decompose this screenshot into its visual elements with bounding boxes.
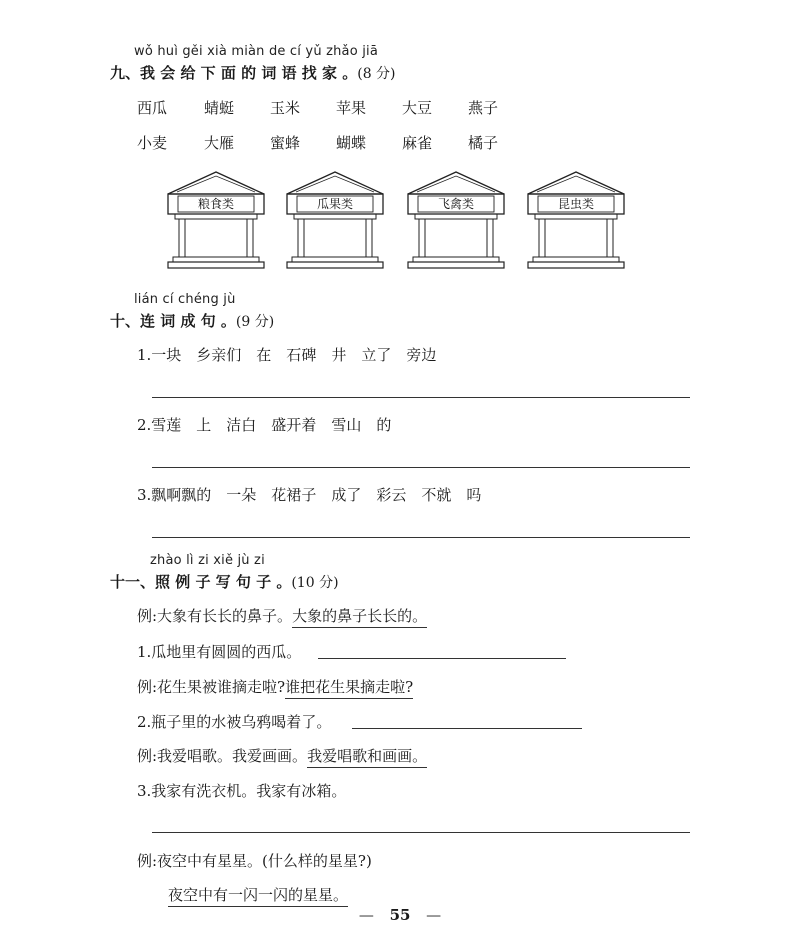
house-icon	[405, 170, 507, 272]
house-label: 瓜果类	[316, 197, 353, 211]
word-item: 蜜蜂	[270, 134, 301, 152]
answer-line-q1[interactable]	[318, 658, 566, 659]
example-3	[137, 745, 427, 766]
word-item: 蝴蝶	[336, 134, 367, 152]
section11-title	[110, 571, 339, 592]
section9-points: (8 分)	[357, 66, 396, 82]
sentence-item-1: 1.一块 乡亲们 在 石碑 井 立了 旁边	[137, 346, 437, 364]
answer-line-1[interactable]	[152, 397, 690, 398]
section10-points: (9 分)	[235, 314, 275, 330]
example-4-prefix: 例:夜空中有星星。(什么样的星星?)	[137, 852, 372, 870]
section11-pinyin: zhào lì zi xiě jù zi	[150, 553, 265, 568]
example-1-prefix: 例:大象有长长的鼻子。	[137, 607, 293, 625]
house-icon	[284, 170, 386, 272]
section9-pinyin: wǒ huì gěi xià miàn de cí yǔ zhǎo jiā	[134, 44, 378, 59]
question-1: 1.瓜地里有圆圆的西瓜。	[137, 643, 302, 661]
example-3-prefix: 例:我爱唱歌。我爱画画。	[137, 747, 308, 765]
example-2-prefix: 例:花生果被谁摘走啦?	[137, 678, 286, 696]
example-2	[137, 676, 413, 697]
word-item: 蜻蜓	[204, 99, 235, 117]
word-item: 燕子	[468, 99, 499, 117]
section9-title-text: 九、我 会 给 下 面 的 词 语 找 家 。	[110, 64, 358, 82]
word-item: 西瓜	[137, 99, 168, 117]
house-birds	[405, 170, 507, 272]
word-item: 大豆	[402, 99, 433, 117]
page-footer	[0, 906, 800, 924]
example-4-answer-wrap	[168, 884, 348, 905]
sentence-item-3: 3.飘啊飘的 一朵 花裙子 成了 彩云 不就 吗	[137, 486, 482, 504]
word-item: 麻雀	[402, 134, 433, 152]
question-2: 2.瓶子里的水被乌鸦喝着了。	[137, 713, 332, 731]
section9-title	[110, 62, 396, 83]
answer-line-2[interactable]	[152, 467, 690, 468]
section10-title	[110, 310, 274, 331]
word-item: 大雁	[204, 134, 235, 152]
house-icon	[525, 170, 627, 272]
page-number: 55	[389, 906, 411, 924]
example-4-answer: 夜空中有一闪一闪的星星。	[168, 886, 348, 907]
answer-line-3[interactable]	[152, 537, 690, 538]
house-fruit	[284, 170, 386, 272]
example-1	[137, 605, 427, 626]
section11-points: (10 分)	[291, 575, 339, 591]
example-3-answer: 我爱唱歌和画画。	[307, 747, 427, 768]
section11-title-text: 十一、照 例 子 写 句 子 。	[110, 573, 292, 591]
house-label: 昆虫类	[557, 197, 594, 211]
house-insects	[525, 170, 627, 272]
answer-line-q3[interactable]	[152, 832, 690, 833]
house-grain	[165, 170, 267, 272]
word-item: 橘子	[468, 134, 499, 152]
house-icon	[165, 170, 267, 272]
section10-title-text: 十、连 词 成 句 。	[110, 312, 236, 330]
footer-dash-left: —	[358, 906, 374, 924]
house-label: 粮食类	[197, 197, 234, 211]
example-1-answer: 大象的鼻子长长的。	[292, 607, 427, 628]
word-item: 玉米	[270, 99, 301, 117]
answer-line-q2[interactable]	[352, 728, 582, 729]
footer-dash-right: —	[426, 906, 442, 924]
house-label: 飞禽类	[437, 197, 474, 211]
example-2-answer: 谁把花生果摘走啦?	[285, 678, 413, 699]
word-item: 苹果	[336, 99, 367, 117]
word-item: 小麦	[137, 134, 168, 152]
section10-pinyin: lián cí chéng jù	[134, 292, 236, 307]
question-3: 3.我家有洗衣机。我家有冰箱。	[137, 782, 347, 800]
sentence-item-2: 2.雪莲 上 洁白 盛开着 雪山 的	[137, 416, 392, 434]
